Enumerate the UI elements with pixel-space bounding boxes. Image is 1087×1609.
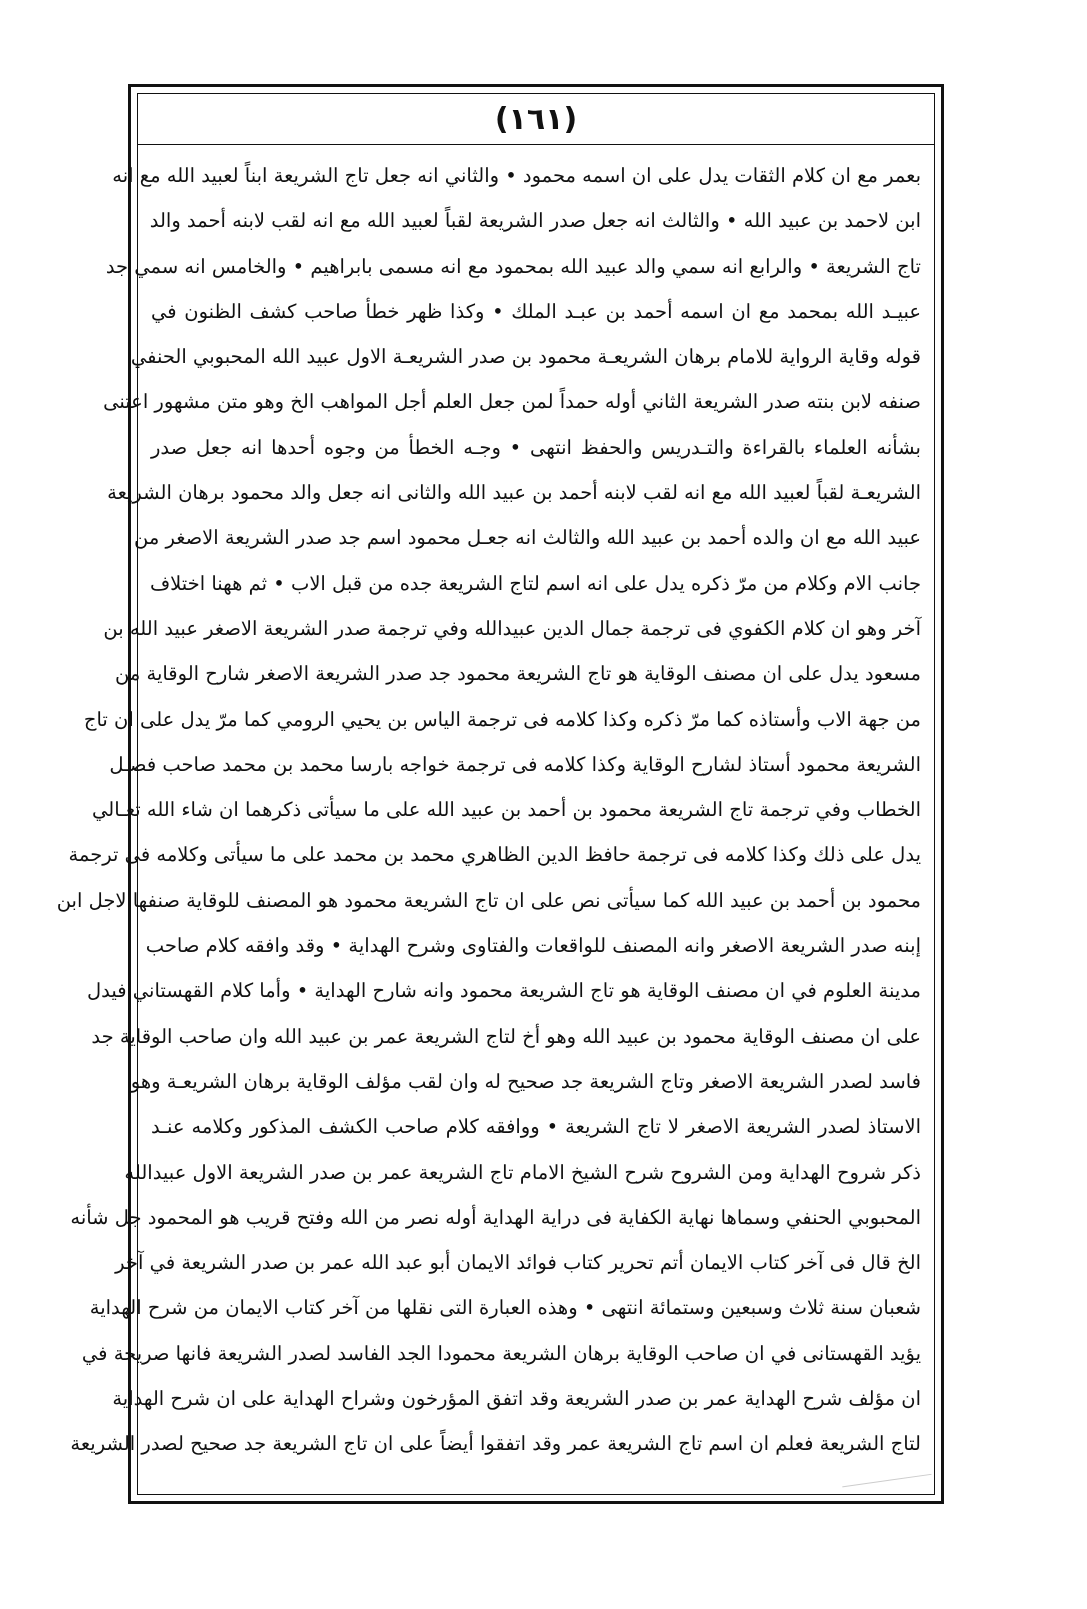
text-line: فاسد لصدر الشريعة الاصغر وتاج الشريعة جد صحيح له وان لقب مؤلف الوقاية برهان الشريعـة وهو	[130, 1069, 921, 1093]
text-line: عبيد الله مع ان والده أحمد بن عبيد الله والثالث انه جعـل محمود اسم جد صدر الشريعة الاصغر من	[133, 526, 921, 550]
text-line: يدل على ذلك وكذا كلامه فى ترجمة حافظ الدين الظاهري محمد بن محمد على ما سيأتى وكلامه فى ترجمة	[68, 843, 921, 867]
page-corner-mark	[842, 1474, 933, 1503]
text-line: ذكر شروح الهداية ومن الشروح شرح الشيخ الامام تاج الشريعة عمر بن صدر الشريعة الاول عبيدالله	[124, 1160, 921, 1184]
text-line: إبنه صدر الشريعة الاصغر وانه المصنف للواقعات والفتاوى وشرح الهداية • وقد وافقه كلام صاحب	[145, 934, 921, 958]
text-line: مسعود يدل على ان مصنف الوقاية هو تاج الشريعة محمود جد صدر الشريعة الاصغر شارح الوقاية من	[115, 662, 921, 686]
text-line: صنفه لابن بنته صدر الشريعة الثاني أوله حمداً لمن جعل العلم أجل المواهب الخ وهو متن مشهور اعتنى	[103, 390, 921, 414]
text-line: يؤيد القهستانى في ان صاحب الوقاية برهان الشريعة محمودا الجد الفاسد لصدر الشريعة فانها صريحة في	[81, 1341, 921, 1365]
page-header	[138, 94, 934, 145]
text-line: عبيـد الله بمحمد مع ان اسمه أحمد بن عبـد الملك • وكذا ظهر خطأ صاحب كشف الظنون في	[151, 299, 921, 323]
text-line: بعمر مع ان كلام الثقات يدل على ان اسمه محمود • والثاني انه جعل تاج الشريعة ابناً لعبيد الله مع انه	[112, 164, 921, 187]
text-line: مدينة العلوم في ان مصنف الوقاية هو تاج الشريعة محمود وانه شارح الهداية • وأما كلام القهستاني فيدل	[86, 979, 921, 1003]
text-line: الاستاذ لصدر الشريعة الاصغر لا تاج الشريعة • ووافقه كلام صاحب الكشف المذكور وكلامه عنـد	[151, 1115, 921, 1139]
text-line: الخ قال فى آخر كتاب الايمان أتم تحرير كتاب فوائد الايمان أبو عبد الله عمر بن صدر الشريعة في آخر	[115, 1251, 921, 1275]
page-number: (١٦١)	[494, 102, 578, 137]
text-line: المحبوبي الحنفي وسماها نهاية الكفاية فى دراية الهداية أوله نصر من الله وفتح قريب هو المحمود جل شأنه	[70, 1205, 921, 1229]
text-line: آخر وهو ان كلام الكفوي فى ترجمة جمال الدين عبيدالله وفي ترجمة صدر الشريعة الاصغر عبيد الله بن	[103, 616, 921, 640]
text-line: الشريعة محمود أستاذ لشارح الوقاية وكذا كلامه فى ترجمة خواجه بارسا محمد بن محمد صاحب فصـل	[109, 752, 921, 776]
text-line: بشأنه العلماء بالقراءة والتـدريس والحفظ انتهى • وجـه الخطأ من وجوه أحدها انه جعل صدر	[151, 435, 921, 459]
text-line: قوله وقاية الرواية للامام برهان الشريعـة محمود بن صدر الشريعـة الاول عبيد الله المحبوبي الحنفي	[130, 345, 921, 369]
text-line: تاج الشريعة • والرابع انه سمي والد عبيد الله بمحمود مع انه مسمى بابراهيم • والخامس انه سمي جد	[105, 254, 921, 278]
text-line: الخطاب وفي ترجمة تاج الشريعة محمود بن أحمد بن عبيد الله على ما سيأتى ذكرهما ان شاء الله تعـالي	[92, 798, 921, 822]
page-frame	[56, 84, 944, 1504]
text-line: الشريعـة لقباً لعبيد الله مع انه لقب لابنه أحمد بن عبيد الله والثانى انه جعل والد محمود برهان الشريعة	[107, 481, 921, 505]
text-line: على ان مصنف الوقاية محمود بن عبيد الله وهو أخ لتاج الشريعة عمر بن عبيد الله وان صاحب الوقاية جد	[91, 1024, 921, 1048]
text-line: محمود بن أحمد بن عبيد الله كما سيأتى نص على ان تاج الشريعة محمود هو المصنف للوقاية صنفها لاجل ابن	[56, 888, 921, 912]
text-line: لتاج الشريعة فعلم ان اسم تاج الشريعة عمر وقد اتفقوا أيضاً على ان تاج الشريعة جد صحيح لصدر الشريعة	[70, 1432, 921, 1456]
text-line: جانب الام وكلام من مرّ ذكره يدل على انه اسم لتاج الشريعة جده من قبل الاب • ثم ههنا اختلاف	[149, 571, 921, 595]
text-body	[56, 153, 921, 1467]
text-line: ابن لاحمد بن عبيد الله • والثالث انه جعل صدر الشريعة لقباً لعبيد الله مع انه لقب لابنه أحمد والد	[149, 209, 921, 233]
text-line: من جهة الاب وأستاذه كما مرّ ذكره وكذا كلامه فى ترجمة الياس بن يحيي الرومي كما مرّ يدل على ان تاج	[83, 707, 921, 731]
text-line: شعبان سنة ثلاث وسبعين وستمائة انتهى • وهذه العبارة التى نقلها من آخر كتاب الايمان من شرح الهداية	[89, 1296, 921, 1320]
text-line: ان مؤلف شرح الهداية عمر بن صدر الشريعة وقد اتفق المؤرخون وشراح الهداية على ان شرح الهداية	[112, 1387, 921, 1411]
